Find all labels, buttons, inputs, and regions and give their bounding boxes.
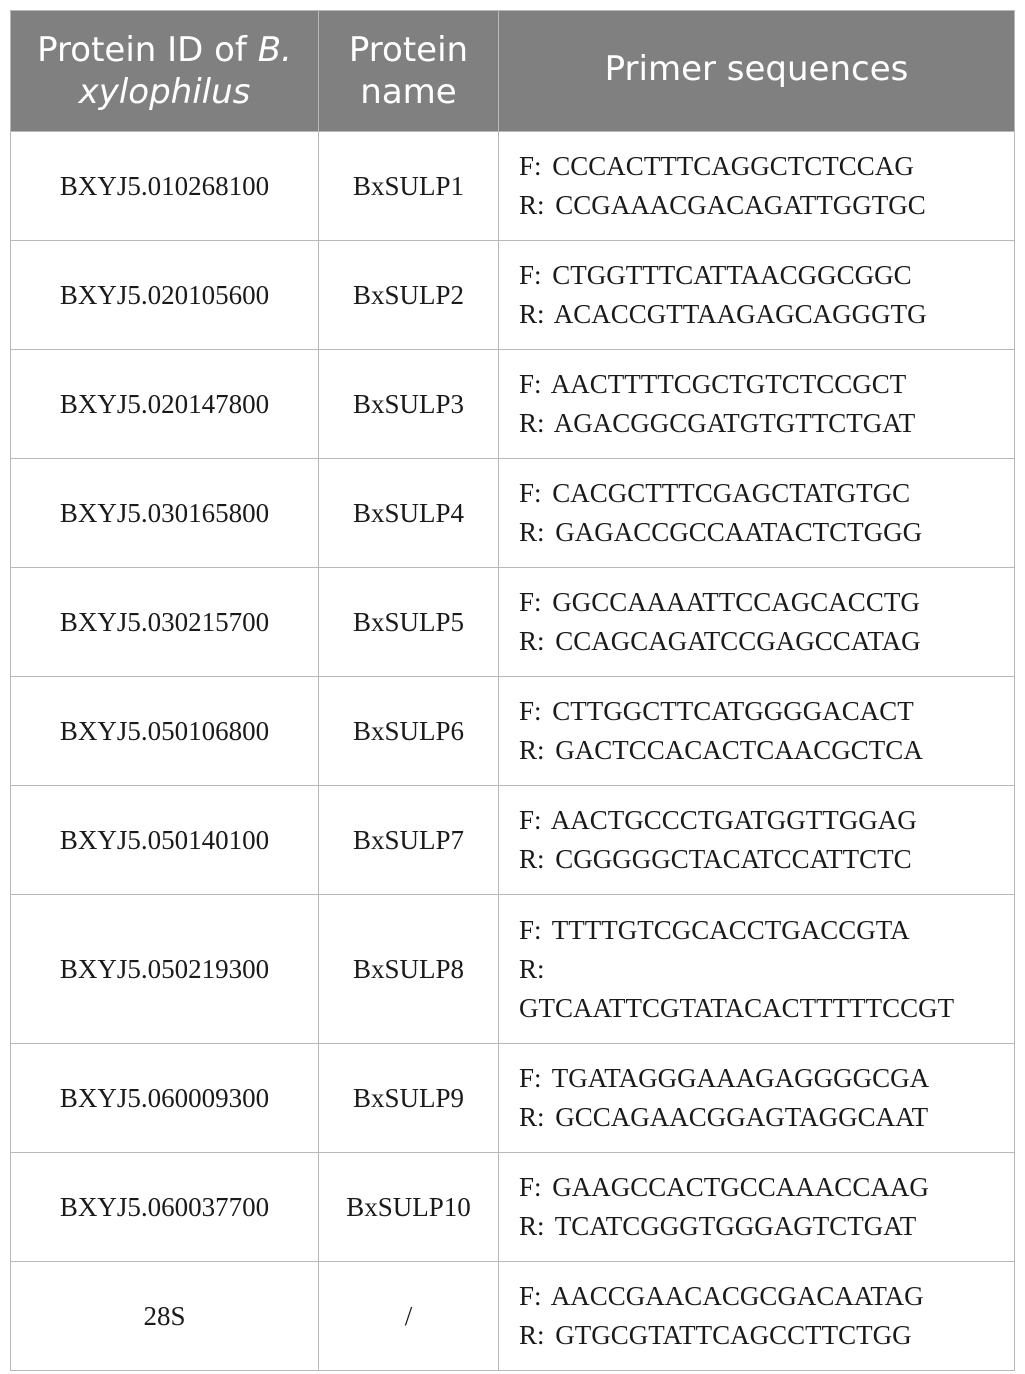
header-protein-id xyxy=(11,11,319,132)
forward-sequence: AACTTTTCGCTGTCTCCGCT xyxy=(550,369,907,399)
protein-id-cell: BXYJ5.050219300 xyxy=(11,895,319,1044)
forward-sequence: AACTGCCCTGATGGTTGGAG xyxy=(550,805,917,835)
forward-sequence: CCCACTTTCAGGCTCTCCAG xyxy=(552,151,914,181)
protein-id-cell: BXYJ5.030165800 xyxy=(11,459,319,568)
forward-label: F: xyxy=(519,1281,542,1311)
protein-name-cell: BxSULP6 xyxy=(319,677,499,786)
table-row xyxy=(11,568,1015,677)
reverse-sequence: CCAGCAGATCCGAGCCATAG xyxy=(555,626,921,656)
forward-label: F: xyxy=(519,260,542,290)
primer-cell xyxy=(499,895,1015,1044)
reverse-label: R: xyxy=(519,408,545,438)
forward-sequence: CTGGTTTCATTAACGGCGGC xyxy=(552,260,912,290)
protein-id-cell: 28S xyxy=(11,1262,319,1371)
protein-name-cell: BxSULP1 xyxy=(319,132,499,241)
primer-cell xyxy=(499,677,1015,786)
reverse-sequence: GTCAATTCGTATACACTTTTTCCGT xyxy=(519,992,955,1023)
protein-id-cell: BXYJ5.050106800 xyxy=(11,677,319,786)
reverse-primer xyxy=(519,186,1010,225)
header-row xyxy=(11,11,1015,132)
header-species-name: B. xylophilus xyxy=(78,30,292,112)
protein-id-cell: BXYJ5.060037700 xyxy=(11,1153,319,1262)
forward-primer xyxy=(519,256,1010,295)
primer-cell xyxy=(499,459,1015,568)
forward-primer xyxy=(519,801,1010,840)
table-row xyxy=(11,1044,1015,1153)
table-row xyxy=(11,459,1015,568)
reverse-label-line xyxy=(519,950,1010,989)
primer-cell xyxy=(499,568,1015,677)
reverse-primer xyxy=(519,404,1010,443)
table-row xyxy=(11,677,1015,786)
protein-name-cell: BxSULP8 xyxy=(319,895,499,1044)
forward-label: F: xyxy=(519,478,542,508)
forward-sequence: TGATAGGGAAAGAGGGGCGA xyxy=(551,1063,930,1093)
reverse-sequence: GAGACCGCCAATACTCTGGG xyxy=(555,517,923,547)
reverse-label: R: xyxy=(519,735,545,765)
forward-label: F: xyxy=(519,587,542,617)
protein-name-cell: BxSULP9 xyxy=(319,1044,499,1153)
table-body xyxy=(11,132,1015,1371)
primer-cell xyxy=(499,1262,1015,1371)
forward-sequence: TTTTGTCGCACCTGACCGTA xyxy=(551,914,910,945)
primer-table xyxy=(10,10,1015,1371)
reverse-sequence: GACTCCACACTCAACGCTCA xyxy=(555,735,923,765)
forward-primer xyxy=(519,911,1010,950)
primer-cell xyxy=(499,350,1015,459)
reverse-label: R: xyxy=(519,953,545,984)
primer-cell xyxy=(499,132,1015,241)
forward-primer xyxy=(519,474,1010,513)
protein-id-cell: BXYJ5.020147800 xyxy=(11,350,319,459)
forward-primer xyxy=(519,365,1010,404)
forward-label: F: xyxy=(519,1172,542,1202)
protein-name-cell: BxSULP4 xyxy=(319,459,499,568)
reverse-primer xyxy=(519,513,1010,552)
reverse-primer xyxy=(519,1316,1010,1355)
protein-id-cell: BXYJ5.060009300 xyxy=(11,1044,319,1153)
protein-id-cell: BXYJ5.020105600 xyxy=(11,241,319,350)
reverse-sequence: TCATCGGGTGGGAGTCTGAT xyxy=(554,1211,917,1241)
protein-id-cell: BXYJ5.030215700 xyxy=(11,568,319,677)
header-primer-sequences: Primer sequences xyxy=(499,11,1015,132)
primer-cell xyxy=(499,786,1015,895)
protein-name-cell: BxSULP10 xyxy=(319,1153,499,1262)
reverse-primer xyxy=(519,1207,1010,1246)
header-protein-id-prefix: Protein ID of xyxy=(37,30,258,70)
primer-cell xyxy=(499,1044,1015,1153)
protein-name-cell: BxSULP3 xyxy=(319,350,499,459)
reverse-sequence: GTGCGTATTCAGCCTTCTGG xyxy=(555,1320,912,1350)
reverse-sequence-line xyxy=(519,989,1010,1028)
reverse-label: R: xyxy=(519,1320,545,1350)
reverse-sequence: CGGGGGCTACATCCATTCTC xyxy=(555,844,912,874)
header-protein-name: Protein name xyxy=(319,11,499,132)
reverse-primer xyxy=(519,622,1010,661)
table-row xyxy=(11,132,1015,241)
forward-primer xyxy=(519,147,1010,186)
forward-label: F: xyxy=(519,914,542,945)
forward-sequence: CTTGGCTTCATGGGGACACT xyxy=(552,696,914,726)
forward-label: F: xyxy=(519,696,542,726)
forward-label: F: xyxy=(519,1063,542,1093)
reverse-primer xyxy=(519,1098,1010,1137)
protein-id-cell: BXYJ5.010268100 xyxy=(11,132,319,241)
reverse-label: R: xyxy=(519,190,545,220)
forward-label: F: xyxy=(519,151,542,181)
forward-primer xyxy=(519,583,1010,622)
primer-cell xyxy=(499,1153,1015,1262)
reverse-sequence: AGACGGCGATGTGTTCTGAT xyxy=(553,408,916,438)
reverse-label: R: xyxy=(519,844,545,874)
protein-name-cell: / xyxy=(319,1262,499,1371)
protein-name-cell: BxSULP5 xyxy=(319,568,499,677)
forward-sequence: CACGCTTTCGAGCTATGTGC xyxy=(552,478,911,508)
forward-sequence: GGCCAAAATTCCAGCACCTG xyxy=(552,587,920,617)
table-row xyxy=(11,1153,1015,1262)
table-header xyxy=(11,11,1015,132)
table-row xyxy=(11,350,1015,459)
table-row xyxy=(11,1262,1015,1371)
table-row xyxy=(11,786,1015,895)
reverse-label: R: xyxy=(519,517,545,547)
reverse-sequence: ACACCGTTAAGAGCAGGGTG xyxy=(553,299,927,329)
forward-sequence: AACCGAACACGCGACAATAG xyxy=(550,1281,924,1311)
forward-sequence: GAAGCCACTGCCAAACCAAG xyxy=(552,1172,929,1202)
protein-name-cell: BxSULP2 xyxy=(319,241,499,350)
protein-name-cell: BxSULP7 xyxy=(319,786,499,895)
forward-primer xyxy=(519,692,1010,731)
reverse-label: R: xyxy=(519,1211,545,1241)
reverse-primer xyxy=(519,840,1010,879)
reverse-label: R: xyxy=(519,1102,545,1132)
forward-primer xyxy=(519,1277,1010,1316)
forward-primer xyxy=(519,1168,1010,1207)
primer-cell xyxy=(499,241,1015,350)
table-row xyxy=(11,241,1015,350)
reverse-sequence: CCGAAACGACAGATTGGTGC xyxy=(555,190,926,220)
table-row xyxy=(11,895,1015,1044)
reverse-sequence: GCCAGAACGGAGTAGGCAAT xyxy=(555,1102,929,1132)
forward-label: F: xyxy=(519,805,542,835)
forward-label: F: xyxy=(519,369,542,399)
reverse-label: R: xyxy=(519,299,545,329)
protein-id-cell: BXYJ5.050140100 xyxy=(11,786,319,895)
reverse-label: R: xyxy=(519,626,545,656)
reverse-primer xyxy=(519,731,1010,770)
forward-primer xyxy=(519,1059,1010,1098)
reverse-primer xyxy=(519,295,1010,334)
